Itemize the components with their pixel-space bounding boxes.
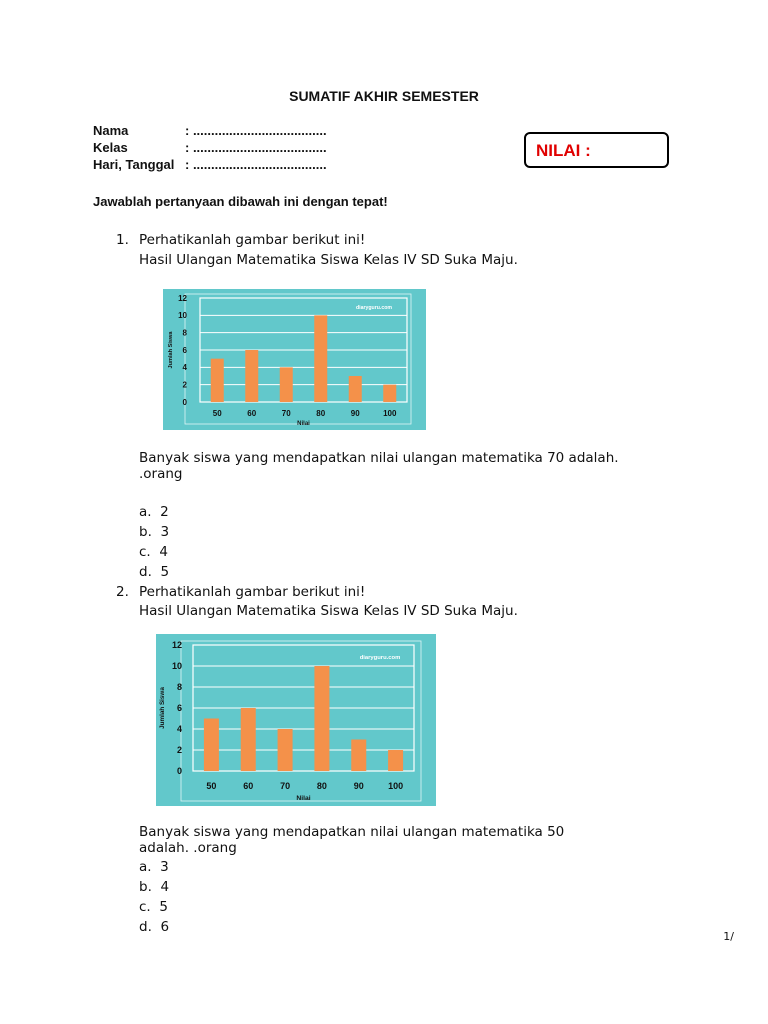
x-axis-label: Nilai <box>297 421 310 427</box>
field-value-hari-tanggal: : ..................................... <box>185 157 327 172</box>
option-text: 5 <box>159 899 168 915</box>
question-1-text: Banyak siswa yang mendapatkan nilai ulangan matematika 70 adalah. <box>139 450 619 466</box>
bar <box>241 708 256 771</box>
y-tick-label: 8 <box>182 328 187 338</box>
option-text: 3 <box>160 859 169 875</box>
bar <box>351 740 366 772</box>
x-tick-label: 80 <box>316 781 327 791</box>
option-text: 3 <box>160 524 170 540</box>
field-label-nama: Nama <box>93 123 129 138</box>
question-2-option-d[interactable] <box>139 919 169 935</box>
bar <box>204 719 219 772</box>
question-1-intro: Perhatikanlah gambar berikut ini! <box>139 232 366 248</box>
y-tick-label: 10 <box>178 311 187 321</box>
question-2-option-a[interactable] <box>139 859 169 875</box>
field-value-kelas: : ..................................... <box>185 140 327 155</box>
score-label: NILAI : <box>536 141 591 160</box>
question-1-option-a[interactable] <box>139 504 169 520</box>
y-axis-label: Jumlah Siswa <box>168 331 174 369</box>
x-tick-label: 100 <box>383 409 397 418</box>
y-tick-label: 12 <box>178 293 187 303</box>
x-tick-label: 90 <box>350 409 360 418</box>
field-value-nama: : ..................................... <box>185 123 327 138</box>
question-2-number: 2. <box>116 584 129 600</box>
field-label-kelas: Kelas <box>93 140 128 155</box>
bar <box>245 350 258 402</box>
instruction: Jawablah pertanyaan dibawah ini dengan tepat! <box>93 194 388 209</box>
question-2-text: Banyak siswa yang mendapatkan nilai ulangan matematika 50 <box>139 824 565 840</box>
bar <box>314 315 327 402</box>
option-letter: d. <box>139 564 152 580</box>
bar <box>278 729 293 771</box>
question-1-number: 1. <box>116 232 129 248</box>
question-1-option-c[interactable] <box>139 544 168 560</box>
y-tick-label: 2 <box>182 380 187 390</box>
bar <box>383 385 396 402</box>
option-letter: c. <box>139 544 151 560</box>
x-tick-label: 50 <box>206 781 217 791</box>
field-label-hari-tanggal: Hari, Tanggal <box>93 157 175 172</box>
watermark: diaryguru.com <box>355 305 393 311</box>
x-tick-label: 70 <box>281 409 291 418</box>
question-2-text-cont: adalah. .orang <box>139 840 237 856</box>
x-tick-label: 60 <box>247 409 257 418</box>
bar <box>211 359 224 402</box>
option-text: 6 <box>160 919 170 935</box>
bar <box>314 666 329 771</box>
x-tick-label: 70 <box>280 781 291 791</box>
option-letter: c. <box>139 899 151 915</box>
y-tick-label: 10 <box>171 661 182 672</box>
bar <box>349 376 362 402</box>
y-tick-label: 12 <box>171 640 182 651</box>
y-tick-label: 4 <box>182 363 187 373</box>
x-tick-label: 100 <box>388 781 404 791</box>
option-text: 2 <box>160 504 169 520</box>
x-tick-label: 80 <box>316 409 326 418</box>
y-axis-label: Jumlah Siswa <box>159 687 166 729</box>
bar <box>280 367 293 402</box>
question-2-option-c[interactable] <box>139 899 168 915</box>
document-title: SUMATIF AKHIR SEMESTER <box>289 88 479 104</box>
option-letter: d. <box>139 919 152 935</box>
option-letter: b. <box>139 524 152 540</box>
bar-chart-2 <box>156 634 436 806</box>
score-box <box>524 132 669 168</box>
x-tick-label: 60 <box>243 781 254 791</box>
option-text: 4 <box>160 879 170 895</box>
x-tick-label: 90 <box>353 781 364 791</box>
question-2-option-b[interactable] <box>139 879 169 895</box>
page-number: 1/ <box>723 930 734 943</box>
option-text: 4 <box>159 544 168 560</box>
y-tick-label: 6 <box>182 345 187 355</box>
y-tick-label: 0 <box>176 766 182 777</box>
bar-chart-1 <box>163 289 426 430</box>
y-tick-label: 0 <box>182 397 187 407</box>
question-1-option-b[interactable] <box>139 524 169 540</box>
y-tick-label: 4 <box>176 724 182 735</box>
option-letter: a. <box>139 504 152 520</box>
question-1-text-cont: .orang <box>139 466 183 482</box>
watermark: diaryguru.com <box>359 655 401 661</box>
option-letter: a. <box>139 859 152 875</box>
y-tick-label: 6 <box>176 703 182 714</box>
bar <box>388 750 403 771</box>
option-letter: b. <box>139 879 152 895</box>
question-1-caption: Hasil Ulangan Matematika Siswa Kelas IV SD Suka Maju. <box>139 252 518 268</box>
x-axis-label: Nilai <box>296 795 311 802</box>
question-2-caption: Hasil Ulangan Matematika Siswa Kelas IV SD Suka Maju. <box>139 603 518 619</box>
y-tick-label: 2 <box>176 745 182 756</box>
question-1-option-d[interactable] <box>139 564 169 580</box>
y-tick-label: 8 <box>176 682 182 693</box>
option-text: 5 <box>160 564 170 580</box>
question-2-intro: Perhatikanlah gambar berikut ini! <box>139 584 366 600</box>
x-tick-label: 50 <box>212 409 222 418</box>
